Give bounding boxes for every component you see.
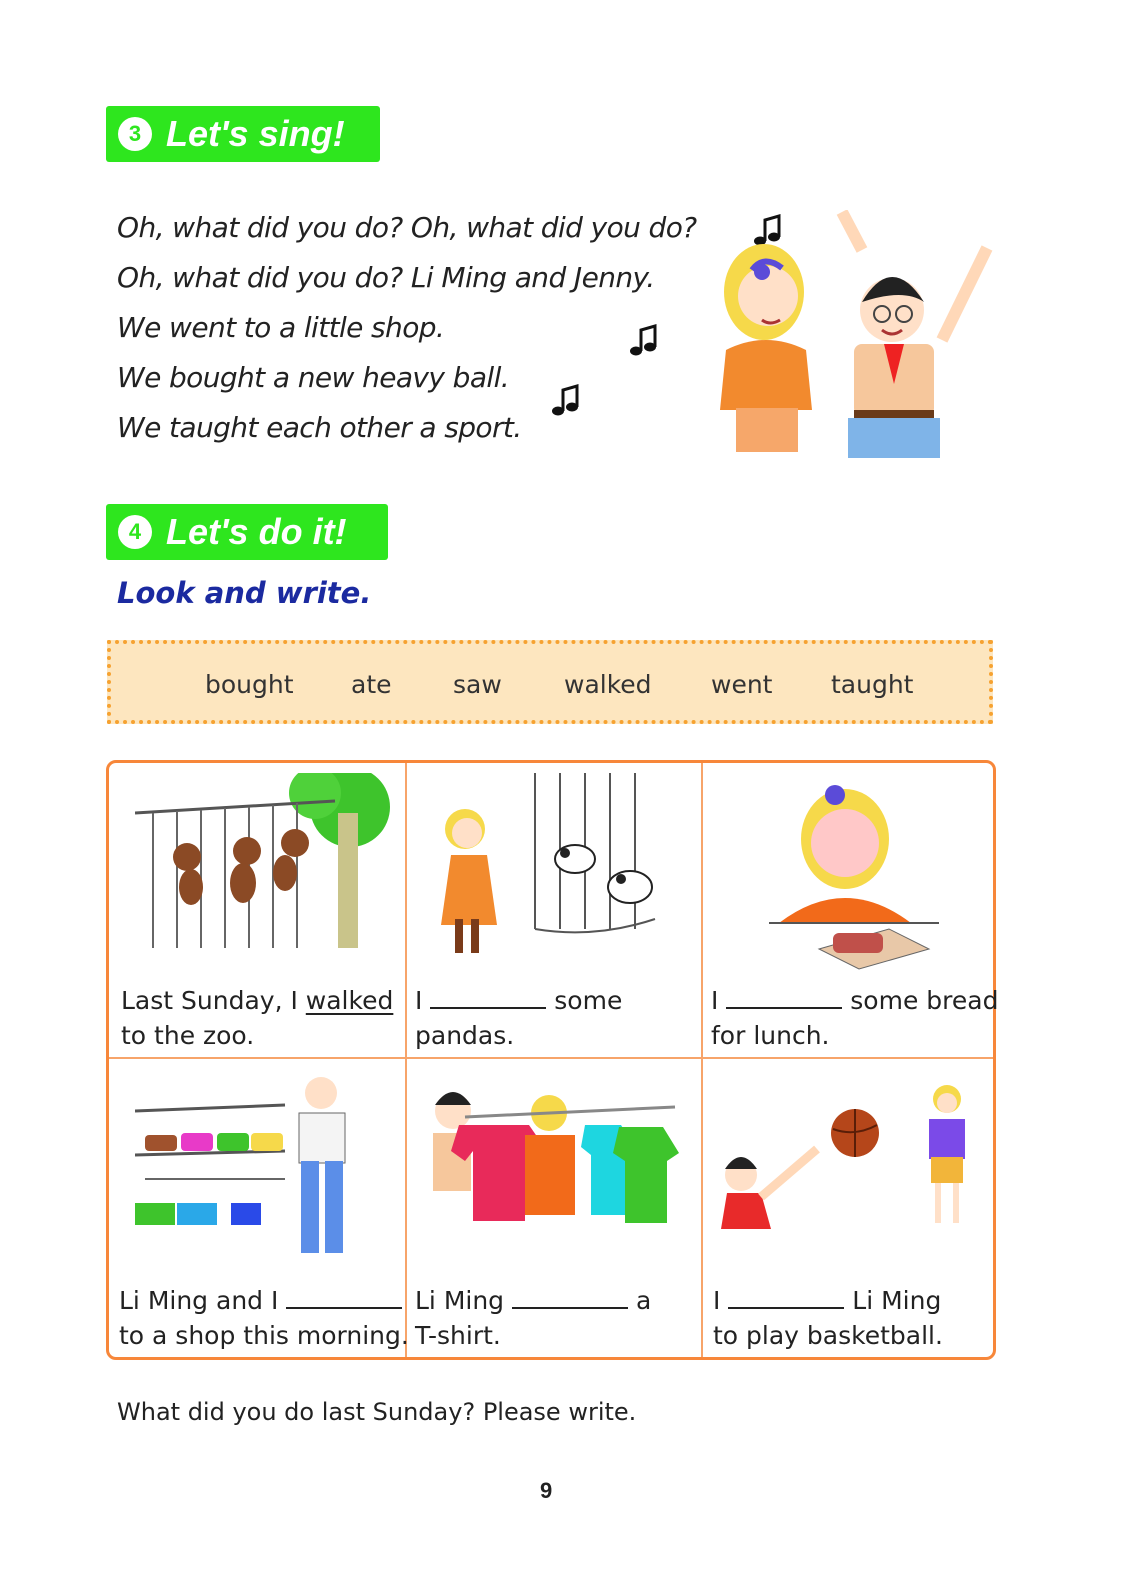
example-answer: walked <box>305 986 394 1015</box>
song-lyrics <box>117 206 697 456</box>
word-bank-item: went <box>711 670 773 699</box>
exercise-3-caption: I some bread for lunch. <box>711 983 998 1053</box>
answer-blank[interactable] <box>286 1283 402 1309</box>
word-bank-item: ate <box>351 670 392 699</box>
exercise-grid <box>106 760 999 1360</box>
section-title: Let's sing! <box>166 113 345 154</box>
section-number: 3 <box>118 117 152 151</box>
exercise-4-caption: Li Ming and I to a shop this morning. <box>119 1283 409 1353</box>
song-line: We bought a new heavy ball. <box>117 361 510 394</box>
section-4-heading <box>106 504 388 560</box>
exercise-5-caption: Li Ming a T-shirt. <box>415 1283 651 1353</box>
section-3-heading <box>106 106 380 162</box>
girl-eats-bread-picture <box>769 773 949 973</box>
exercise-2-caption: I some pandas. <box>415 983 622 1053</box>
jenny-and-li-ming-illustration <box>712 210 1002 460</box>
song-line: Oh, what did you do? Oh, what did you do? <box>117 211 697 244</box>
word-bank-item: walked <box>564 670 652 699</box>
song-line: We went to a little shop. <box>117 311 445 344</box>
word-bank <box>107 640 993 724</box>
answer-blank[interactable] <box>728 1283 844 1309</box>
buying-t-shirt-picture <box>425 1075 685 1251</box>
song-line: Oh, what did you do? Li Ming and Jenny. <box>117 261 655 294</box>
answer-blank[interactable] <box>430 983 546 1009</box>
word-bank-item: bought <box>205 670 294 699</box>
section-title: Let's do it! <box>166 511 347 552</box>
playing-basketball-picture <box>717 1079 987 1249</box>
girl-sees-pandas-picture <box>425 769 685 959</box>
exercise-1-caption: Last Sunday, I walked to the zoo. <box>121 986 394 1050</box>
monkeys-in-zoo-picture <box>135 773 395 953</box>
music-note-icon <box>550 384 580 418</box>
instruction-text: Look and write. <box>117 576 372 610</box>
answer-blank[interactable] <box>726 983 842 1009</box>
writing-prompt: What did you do last Sunday? Please write. <box>117 1398 637 1426</box>
music-note-icon <box>628 324 658 358</box>
song-line: We taught each other a sport. <box>117 411 522 444</box>
answer-blank[interactable] <box>512 1283 628 1309</box>
exercise-6-caption: I Li Ming to play basketball. <box>713 1283 943 1353</box>
word-bank-item: saw <box>453 670 502 699</box>
clothes-shop-picture <box>135 1075 385 1265</box>
page-number: 9 <box>540 1478 553 1503</box>
section-number: 4 <box>118 515 152 549</box>
word-bank-item: taught <box>831 670 914 699</box>
